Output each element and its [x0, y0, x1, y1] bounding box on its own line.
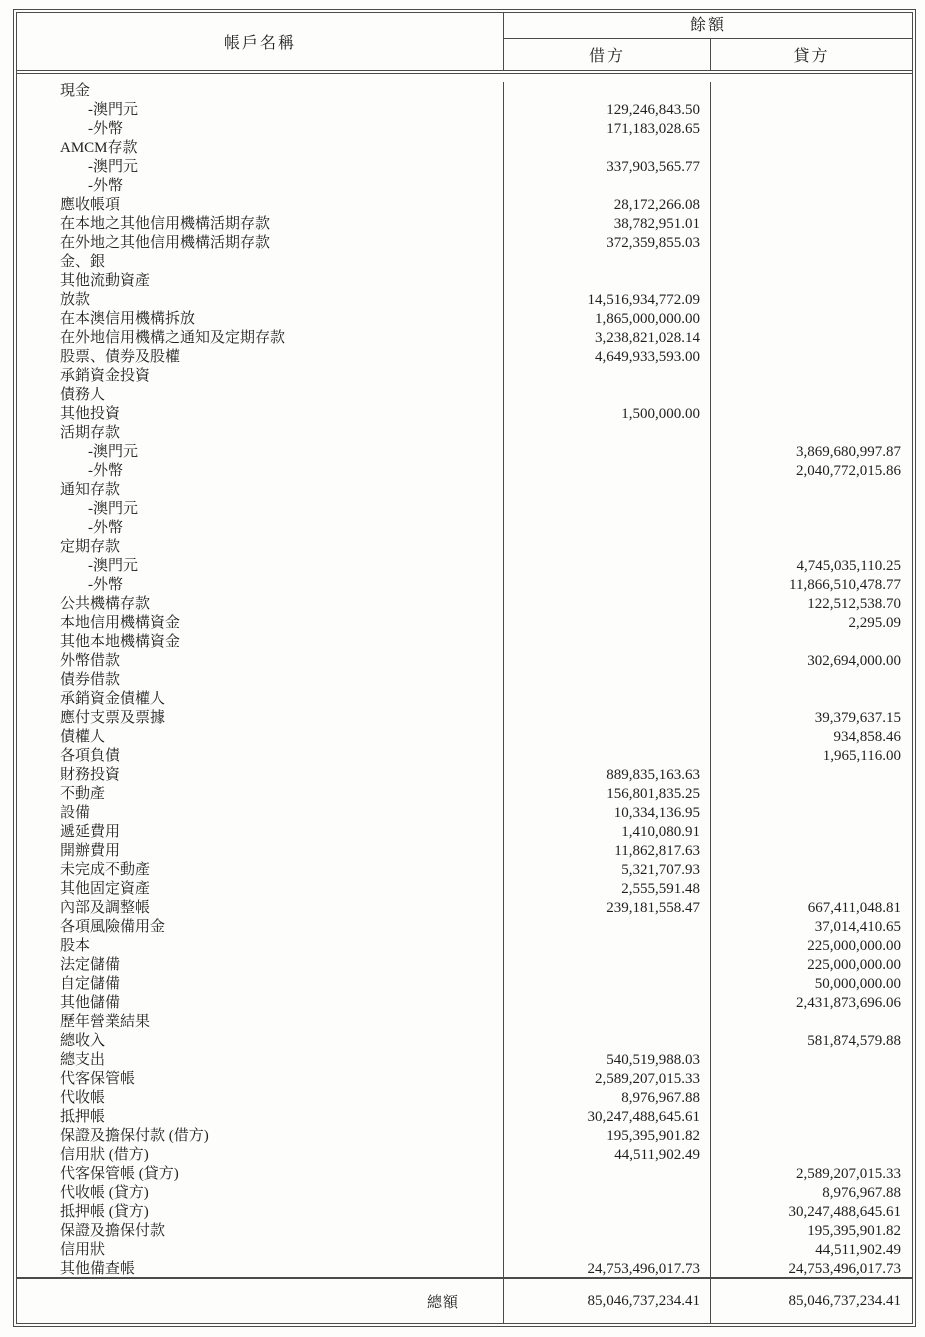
debit-value [504, 747, 711, 766]
account-label: 應收帳項 [17, 196, 504, 215]
account-label: -外幣 [17, 462, 504, 481]
debit-value [504, 557, 711, 576]
account-label: 內部及調整帳 [17, 899, 504, 918]
table-row [17, 994, 912, 1013]
debit-value [504, 538, 711, 557]
debit-value [504, 994, 711, 1013]
credit-value [711, 1013, 912, 1032]
credit-value: 2,040,772,015.86 [796, 463, 901, 479]
account-label: 債券借款 [17, 671, 504, 690]
debit-value: 239,181,558.47 [504, 899, 711, 918]
debit-value: 171,183,028.65 [504, 120, 711, 139]
debit-value: 38,782,951.01 [504, 215, 711, 234]
table-row [17, 196, 912, 215]
account-label: -外幣 [17, 120, 504, 139]
account-label: -澳門元 [17, 443, 504, 462]
account-label: 抵押帳 [17, 1108, 504, 1127]
debit-value [504, 481, 711, 500]
table-body [17, 74, 912, 1277]
debit-value: 195,395,901.82 [504, 1127, 711, 1146]
debit-value [504, 690, 711, 709]
debit-value: 14,516,934,772.09 [504, 291, 711, 310]
credit-value [711, 519, 912, 538]
credit-value [711, 500, 912, 519]
account-label: 法定儲備 [17, 956, 504, 975]
credit-value [711, 1146, 912, 1165]
credit-value [711, 291, 912, 310]
debit-value: 28,172,266.08 [504, 196, 711, 215]
credit-value: 225,000,000.00 [807, 957, 901, 973]
table-row [17, 652, 912, 671]
total-label: 總額 [17, 1279, 504, 1323]
table-row [17, 937, 912, 956]
total-credit-value: 85,046,737,234.41 [788, 1292, 901, 1309]
account-label: 在本地之其他信用機構活期存款 [17, 215, 504, 234]
debit-value [504, 500, 711, 519]
credit-value: 302,694,000.00 [807, 653, 901, 669]
debit-value: 372,359,855.03 [504, 234, 711, 253]
account-label: 其他投資 [17, 405, 504, 424]
table-row [17, 1089, 912, 1108]
account-label: 信用狀 (借方) [17, 1146, 504, 1165]
account-label: 其他備查帳 [17, 1260, 504, 1277]
account-label: -澳門元 [17, 557, 504, 576]
account-label: 應付支票及票據 [17, 709, 504, 728]
credit-value: 37,014,410.65 [814, 919, 901, 935]
table-row [17, 1070, 912, 1089]
credit-value: 1,965,116.00 [822, 748, 901, 764]
account-label: 代客保管帳 (貸方) [17, 1165, 504, 1184]
table-row [17, 310, 912, 329]
account-label: 未完成不動產 [17, 861, 504, 880]
column-header-balance-group [504, 13, 912, 70]
account-label: 保證及擔保付款 (借方) [17, 1127, 504, 1146]
table-row [17, 253, 912, 272]
credit-value [711, 1127, 912, 1146]
debit-value [504, 595, 711, 614]
table-row [17, 234, 912, 253]
table-row [17, 842, 912, 861]
credit-value: 44,511,902.49 [815, 1242, 901, 1258]
account-label: 現金 [17, 82, 504, 101]
total-debit-value: 85,046,737,234.41 [504, 1279, 711, 1323]
debit-value [504, 956, 711, 975]
credit-value [711, 880, 912, 899]
debit-value [504, 1203, 711, 1222]
debit-value [504, 614, 711, 633]
credit-value [711, 481, 912, 500]
account-label: 總收入 [17, 1032, 504, 1051]
credit-value: 8,976,967.88 [822, 1185, 901, 1201]
table-row [17, 1222, 912, 1241]
table-row [17, 823, 912, 842]
debit-value: 10,334,136.95 [504, 804, 711, 823]
account-label: 設備 [17, 804, 504, 823]
total-row [17, 1277, 912, 1323]
credit-value [711, 405, 912, 424]
column-header-account-name: 帳戶名稱 [17, 13, 504, 70]
balance-subheader-row [504, 39, 912, 70]
debit-value [504, 1032, 711, 1051]
credit-value [711, 785, 912, 804]
credit-value [711, 253, 912, 272]
account-label: 債權人 [17, 728, 504, 747]
debit-value: 11,862,817.63 [504, 842, 711, 861]
debit-value: 889,835,163.63 [504, 766, 711, 785]
debit-value: 24,753,496,017.73 [504, 1260, 711, 1277]
account-label: 通知存款 [17, 481, 504, 500]
credit-value: 3,869,680,997.87 [796, 444, 901, 460]
column-header-balance: 餘額 [504, 13, 912, 39]
credit-value [711, 234, 912, 253]
credit-value [711, 196, 912, 215]
table-row [17, 861, 912, 880]
debit-value: 1,500,000.00 [504, 405, 711, 424]
account-label: 自定儲備 [17, 975, 504, 994]
credit-value: 2,295.09 [848, 615, 901, 631]
debit-value [504, 1184, 711, 1203]
table-row [17, 424, 912, 443]
debit-value [504, 139, 711, 158]
account-label: 總支出 [17, 1051, 504, 1070]
table-row [17, 348, 912, 367]
account-label: 本地信用機構資金 [17, 614, 504, 633]
account-label: 放款 [17, 291, 504, 310]
credit-value [711, 823, 912, 842]
debit-value: 1,410,080.91 [504, 823, 711, 842]
debit-value: 156,801,835.25 [504, 785, 711, 804]
account-label: AMCM存款 [17, 139, 504, 158]
debit-value [504, 652, 711, 671]
account-label: 在外地之其他信用機構活期存款 [17, 234, 504, 253]
table-row [17, 728, 912, 747]
credit-value: 225,000,000.00 [807, 938, 901, 954]
table-row [17, 709, 912, 728]
credit-value: 50,000,000.00 [814, 976, 901, 992]
account-label: 在外地信用機構之通知及定期存款 [17, 329, 504, 348]
debit-value: 3,238,821,028.14 [504, 329, 711, 348]
credit-value [711, 842, 912, 861]
credit-value [711, 1051, 912, 1070]
account-label: 其他本地機構資金 [17, 633, 504, 652]
credit-value [711, 177, 912, 196]
account-label: 財務投資 [17, 766, 504, 785]
debit-value: 129,246,843.50 [504, 101, 711, 120]
credit-value [711, 82, 912, 101]
table-row [17, 956, 912, 975]
account-label: -外幣 [17, 576, 504, 595]
account-label: -澳門元 [17, 500, 504, 519]
table-row [17, 519, 912, 538]
credit-value [711, 633, 912, 652]
table-row [17, 386, 912, 405]
debit-value: 337,903,565.77 [504, 158, 711, 177]
debit-value [504, 462, 711, 481]
credit-value: 11,866,510,478.77 [789, 577, 901, 593]
column-header-debit: 借方 [504, 39, 711, 70]
debit-value [504, 576, 711, 595]
account-label: 各項負債 [17, 747, 504, 766]
debit-value [504, 272, 711, 291]
account-label: 歷年營業結果 [17, 1013, 504, 1032]
account-label: -澳門元 [17, 158, 504, 177]
debit-value [504, 82, 711, 101]
debit-value [504, 633, 711, 652]
table-row [17, 1051, 912, 1070]
credit-value [711, 101, 912, 120]
table-row [17, 690, 912, 709]
account-label: -外幣 [17, 177, 504, 196]
credit-value: 581,874,579.88 [807, 1033, 901, 1049]
table-row [17, 1260, 912, 1277]
table-row [17, 747, 912, 766]
account-label: 公共機構存款 [17, 595, 504, 614]
table-row [17, 405, 912, 424]
table-row [17, 785, 912, 804]
table-row [17, 272, 912, 291]
credit-value: 2,589,207,015.33 [796, 1166, 901, 1182]
credit-value [711, 158, 912, 177]
credit-value [711, 690, 912, 709]
credit-value [711, 671, 912, 690]
account-label: 代客保管帳 [17, 1070, 504, 1089]
debit-value [504, 177, 711, 196]
credit-value: 30,247,488,645.61 [788, 1204, 901, 1220]
account-label: 各項風險備用金 [17, 918, 504, 937]
credit-value [711, 386, 912, 405]
table-header [17, 13, 912, 74]
account-label: 活期存款 [17, 424, 504, 443]
debit-value [504, 519, 711, 538]
account-label: 其他固定資產 [17, 880, 504, 899]
account-label: -外幣 [17, 519, 504, 538]
credit-value: 2,431,873,696.06 [796, 995, 901, 1011]
table-row [17, 443, 912, 462]
table-row [17, 1184, 912, 1203]
credit-value [711, 1089, 912, 1108]
credit-value [711, 272, 912, 291]
credit-value [711, 804, 912, 823]
table-row [17, 899, 912, 918]
debit-value: 540,519,988.03 [504, 1051, 711, 1070]
table-row [17, 481, 912, 500]
debit-value [504, 443, 711, 462]
table-row [17, 595, 912, 614]
credit-value [711, 329, 912, 348]
account-label: 承銷資金投資 [17, 367, 504, 386]
table-row [17, 291, 912, 310]
table-row [17, 329, 912, 348]
account-label: 其他流動資產 [17, 272, 504, 291]
credit-value [711, 367, 912, 386]
table-row [17, 1165, 912, 1184]
account-label: 定期存款 [17, 538, 504, 557]
table-row [17, 101, 912, 120]
table-row [17, 1241, 912, 1260]
table-row [17, 120, 912, 139]
account-label: -澳門元 [17, 101, 504, 120]
debit-value [504, 937, 711, 956]
table-row [17, 880, 912, 899]
debit-value: 2,555,591.48 [504, 880, 711, 899]
table-row [17, 1146, 912, 1165]
credit-value [711, 310, 912, 329]
account-label: 外幣借款 [17, 652, 504, 671]
credit-value [711, 1108, 912, 1127]
debit-value: 30,247,488,645.61 [504, 1108, 711, 1127]
account-label: 承銷資金債權人 [17, 690, 504, 709]
table-row [17, 538, 912, 557]
account-label: 金、銀 [17, 253, 504, 272]
table-row [17, 766, 912, 785]
credit-value [711, 215, 912, 234]
table-row [17, 804, 912, 823]
credit-value: 39,379,637.15 [814, 710, 901, 726]
account-label: 信用狀 [17, 1241, 504, 1260]
table-row [17, 462, 912, 481]
table-row [17, 975, 912, 994]
account-label: 開辦費用 [17, 842, 504, 861]
table-row [17, 1108, 912, 1127]
credit-value [711, 861, 912, 880]
account-label: 代收帳 [17, 1089, 504, 1108]
account-label: 代收帳 (貸方) [17, 1184, 504, 1203]
debit-value: 1,865,000,000.00 [504, 310, 711, 329]
credit-value: 934,858.46 [833, 729, 901, 745]
table-row [17, 367, 912, 386]
credit-value: 195,395,901.82 [807, 1223, 901, 1239]
account-label: 不動產 [17, 785, 504, 804]
account-label: 債務人 [17, 386, 504, 405]
debit-value [504, 1165, 711, 1184]
credit-value: 667,411,048.81 [807, 900, 901, 916]
account-label: 股票、債券及股權 [17, 348, 504, 367]
debit-value: 8,976,967.88 [504, 1089, 711, 1108]
table-row [17, 918, 912, 937]
debit-value [504, 1222, 711, 1241]
balance-sheet-table [13, 9, 916, 1327]
credit-value [711, 766, 912, 785]
debit-value [504, 671, 711, 690]
debit-value: 4,649,933,593.00 [504, 348, 711, 367]
account-label: 在本澳信用機構拆放 [17, 310, 504, 329]
credit-value [711, 120, 912, 139]
debit-value [504, 1241, 711, 1260]
debit-value [504, 253, 711, 272]
account-label: 遞延費用 [17, 823, 504, 842]
column-header-credit: 貸方 [793, 48, 830, 65]
debit-value [504, 424, 711, 443]
table-row [17, 576, 912, 595]
credit-value [711, 348, 912, 367]
debit-value [504, 975, 711, 994]
debit-value [504, 709, 711, 728]
debit-value [504, 386, 711, 405]
table-row [17, 1032, 912, 1051]
table-row [17, 1013, 912, 1032]
debit-value: 44,511,902.49 [504, 1146, 711, 1165]
debit-value [504, 367, 711, 386]
account-label: 保證及擔保付款 [17, 1222, 504, 1241]
table-row [17, 139, 912, 158]
table-row [17, 557, 912, 576]
table-row [17, 671, 912, 690]
account-label: 其他儲備 [17, 994, 504, 1013]
credit-value: 4,745,035,110.25 [796, 558, 901, 574]
credit-value: 122,512,538.70 [807, 596, 901, 612]
credit-value: 24,753,496,017.73 [788, 1261, 901, 1277]
credit-value [711, 538, 912, 557]
account-label: 抵押帳 (貸方) [17, 1203, 504, 1222]
debit-value [504, 728, 711, 747]
table-row [17, 158, 912, 177]
table-row [17, 82, 912, 101]
table-row [17, 177, 912, 196]
table-row [17, 1127, 912, 1146]
credit-value [711, 139, 912, 158]
debit-value: 5,321,707.93 [504, 861, 711, 880]
account-label: 股本 [17, 937, 504, 956]
table-row [17, 215, 912, 234]
table-row [17, 633, 912, 652]
debit-value: 2,589,207,015.33 [504, 1070, 711, 1089]
credit-value [711, 424, 912, 443]
debit-value [504, 918, 711, 937]
table-row [17, 500, 912, 519]
credit-value [711, 1070, 912, 1089]
table-row [17, 614, 912, 633]
table-row [17, 1203, 912, 1222]
debit-value [504, 1013, 711, 1032]
